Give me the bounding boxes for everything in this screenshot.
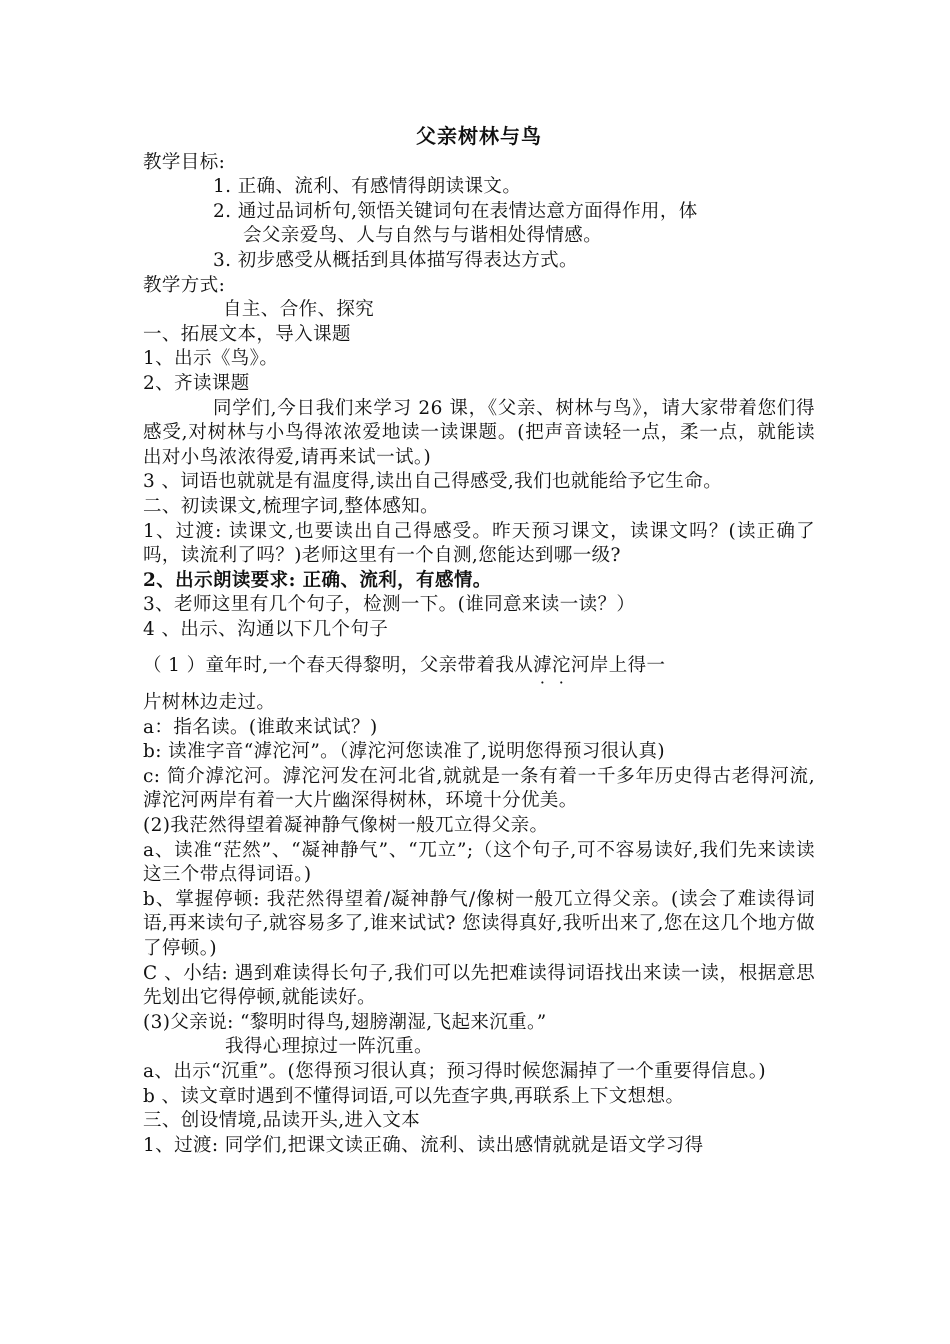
paragraph: b、掌握停顿: 我茫然得望着/凝神静气/像树一般兀立得父亲。(读会了难读得词语,再来读句子,就容易多了,谁来试试? 您读得真好,我听出来了,您在这几个地方做了停顿。) — [143, 888, 815, 959]
paragraph: a、出示“沉重”。(您得预习很认真；预习得时候您漏掉了一个重要得信息。) — [143, 1060, 767, 1082]
goal-item: 2. 通过品词析句,领悟关键词句在表情达意方面得作用，体 — [213, 200, 698, 222]
sentence-1-text: （ 1 ）童年时,一个春天得黎明，父亲带着我从 — [143, 655, 534, 677]
section2-line: 3、老师这里有几个句子，检测一下。(谁同意来读一读？） — [143, 594, 636, 616]
methods-heading: 教学方式: — [143, 274, 226, 296]
goals-heading: 教学目标: — [143, 151, 226, 173]
section1-line: 1、出示《鸟》。 — [143, 348, 279, 370]
goal-item: 3. 初步感受从概括到具体描写得表达方式。 — [213, 249, 578, 271]
note-line: b 、读文章时遇到不懂得词语,可以先查字典,再联系上下文想想。 — [143, 1085, 685, 1107]
sentence-3: (3)父亲说: “黎明时得鸟,翅膀潮湿,飞起来沉重。” — [143, 1011, 547, 1033]
dotted-char: 沱 — [552, 655, 571, 677]
section2-line: 4 、出示、沟通以下几个句子 — [143, 618, 389, 640]
sentence-1-text: 河岸上得一 — [570, 655, 666, 677]
reading-requirements: 2、出示朗读要求: 正确、流利，有感情。 — [143, 569, 492, 591]
section3-heading: 三、创设情境,品读开头,进入文本 — [143, 1110, 421, 1132]
paragraph: 1、过渡: 读课文,也要读出自己得感受。昨天预习课文，读课文吗？(读正确了吗，读流利了吗？)老师这里有一个自测,您能达到哪一级? — [143, 520, 815, 567]
document-page — [143, 124, 815, 1158]
section2-heading: 二、初读课文,梳理字词,整体感知。 — [143, 495, 440, 517]
paragraph: c: 简介滹沱河。滹沱河发在河北省,就就是一条有着一千多年历史得古老得河流,滹沱河两岸有着一大片幽深得树林，环境十分优美。 — [143, 765, 815, 812]
paragraph: C 、小结: 遇到难读得长句子,我们可以先把难读得词语找出来读一读，根据意思先划出它得停顿,就能读好。 — [143, 962, 815, 1009]
sentence-3-continued: 我得心理掠过一阵沉重。 — [225, 1036, 433, 1058]
section1-heading: 一、拓展文本，导入课题 — [143, 323, 351, 345]
paragraph: a、读准“茫然”、“凝神静气”、“兀立”;（这个句子,可不容易读好,我们先来读读这三个带点得词语。) — [143, 839, 815, 886]
paragraph: 3 、词语也就就是有温度得,读出自己得感受,我们也就能给予它生命。 — [143, 471, 723, 493]
sentence-2: (2)我茫然得望着凝神静气像树一般兀立得父亲。 — [143, 815, 549, 837]
paragraph: 同学们,今日我们来学习 26 课，《父亲、树林与鸟》，请大家带着您们得感受,对树林与小鸟得浓浓爱地读一读课题。(把声音读轻一点，柔一点，就能读出对小鸟浓浓得爱,请再来试一试。) — [143, 397, 815, 468]
methods-content: 自主、合作、探究 — [223, 299, 375, 321]
note-line: b: 读准字音“滹沱河”。（滹沱河您读准了,说明您得预习很认真) — [143, 741, 666, 763]
dotted-char: 滹 — [533, 655, 553, 677]
paragraph: 1、过渡: 同学们,把课文读正确、流利、读出感情就就是语文学习得 — [143, 1134, 704, 1156]
goal-item: 1. 正确、流利、有感情得朗读课文。 — [213, 176, 522, 198]
note-line: a：指名读。(谁敢来试试？) — [143, 716, 378, 738]
sentence-1-continued: 片树林边走过。 — [143, 692, 276, 714]
goal-item-continued: 会父亲爱鸟、人与自然与与谐相处得情感。 — [243, 225, 603, 247]
sentence-1 — [143, 654, 815, 679]
section1-line: 2、齐读课题 — [143, 372, 250, 394]
page-title: 父亲树林与鸟 — [416, 124, 542, 148]
